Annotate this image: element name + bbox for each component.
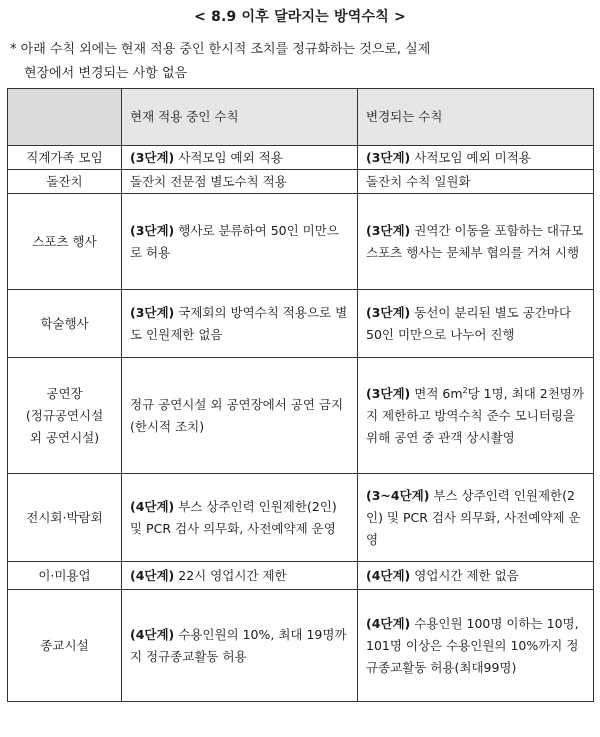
row-changed xyxy=(358,474,594,562)
rules-table xyxy=(7,88,594,702)
rule-text: 수용인원의 10%, 최대 19명까지 정규종교활동 허용 xyxy=(130,626,347,664)
stage-label: (3단계) xyxy=(366,222,411,238)
rule-text: 사적모임 예외 미적용 xyxy=(410,149,531,165)
note-line-2: 현장에서 변경되는 사항 없음 xyxy=(24,66,188,81)
header-changed: 변경되는 수칙 xyxy=(358,89,594,146)
stage-label: (3단계) xyxy=(366,304,411,320)
rule-text: 권역간 이동을 포함하는 대규모 스포츠 행사는 문체부 협의를 거쳐 시행 xyxy=(366,222,584,260)
row-current xyxy=(122,474,358,562)
rule-text: 사적모임 예외 적용 xyxy=(174,149,283,165)
row-category: 학술행사 xyxy=(8,290,122,358)
row-changed xyxy=(358,358,594,474)
category-line: 공연장 xyxy=(46,385,83,401)
row-current xyxy=(122,170,358,194)
row-category: 직계가족 모임 xyxy=(8,146,122,170)
table-row xyxy=(8,146,594,170)
table-header-row xyxy=(8,89,594,146)
row-current xyxy=(122,194,358,290)
stage-label: (3단계) xyxy=(130,304,175,320)
row-changed xyxy=(358,194,594,290)
stage-label: (4단계) xyxy=(366,615,411,631)
row-changed xyxy=(358,290,594,358)
rule-text: 영업시간 제한 없음 xyxy=(410,567,519,583)
rule-text: 수용인원 100명 이하는 10명, 101명 이상은 수용인원의 10%까지 정규종교활동 허용(최대99명) xyxy=(366,615,579,675)
rule-text: 돌잔치 전문점 별도수칙 적용 xyxy=(130,173,287,189)
table-row xyxy=(8,290,594,358)
stage-label: (3단계) xyxy=(130,222,175,238)
rule-text: 돌잔치 수칙 일원화 xyxy=(366,173,471,189)
row-current xyxy=(122,358,358,474)
rule-text: 동선이 분리된 별도 공간마다 50인 미만으로 나누어 진행 xyxy=(366,304,572,342)
table-row xyxy=(8,562,594,590)
stage-label: (3단계) xyxy=(130,149,175,165)
table-row xyxy=(8,474,594,562)
row-category xyxy=(8,358,122,474)
stage-label: (4단계) xyxy=(130,498,175,514)
note-text xyxy=(10,38,595,86)
header-current: 현재 적용 중인 수칙 xyxy=(122,89,358,146)
row-changed xyxy=(358,170,594,194)
stage-label: (3단계) xyxy=(366,149,411,165)
row-category: 스포츠 행사 xyxy=(8,194,122,290)
stage-label: (3단계) xyxy=(366,385,411,401)
rule-text: 정규 공연시설 외 공연장에서 공연 금지(한시적 조치) xyxy=(130,396,344,434)
stage-label: (4단계) xyxy=(130,567,175,583)
rule-text: 부스 상주인력 인원제한(2인) 및 PCR 검사 의무화, 사전예약제 운영 xyxy=(366,487,581,547)
rule-text: 국제회의 방역수칙 적용으로 별도 인원제한 없음 xyxy=(130,304,348,342)
rule-text: 부스 상주인력 인원제한(2인) 및 PCR 검사 의무화, 사전예약제 운영 xyxy=(130,498,337,536)
row-category: 돌잔치 xyxy=(8,170,122,194)
category-line: 외 공연시설) xyxy=(29,429,100,445)
table-row xyxy=(8,170,594,194)
note-line-1: * 아래 수칙 외에는 현재 적용 중인 한시적 조치를 정규화하는 것으로, 실제 xyxy=(10,42,431,57)
rule-text: 당 1명, 최대 2천명까지 제한하고 방역수칙 준수 모니터링을 위해 공연 중 관객 상시촬영 xyxy=(366,385,584,445)
rule-text: 22시 영업시간 제한 xyxy=(174,567,287,583)
superscript: 2 xyxy=(462,385,468,395)
row-current xyxy=(122,590,358,702)
row-changed xyxy=(358,590,594,702)
category-line: (정규공연시설 xyxy=(25,407,104,423)
row-category: 전시회·박람회 xyxy=(8,474,122,562)
row-category: 이·미용업 xyxy=(8,562,122,590)
stage-label: (3~4단계) xyxy=(366,487,430,503)
row-changed xyxy=(358,146,594,170)
table-row xyxy=(8,590,594,702)
page-title: < 8.9 이후 달라지는 방역수칙 > xyxy=(194,9,406,25)
row-changed xyxy=(358,562,594,590)
row-current xyxy=(122,290,358,358)
row-current xyxy=(122,146,358,170)
rule-text: 행사로 분류하여 50인 미만으로 허용 xyxy=(130,222,339,260)
table-row xyxy=(8,194,594,290)
row-current xyxy=(122,562,358,590)
rule-text: 면적 6m xyxy=(410,385,463,401)
table-row xyxy=(8,358,594,474)
header-category xyxy=(8,89,122,146)
stage-label: (4단계) xyxy=(366,567,411,583)
row-category: 종교시설 xyxy=(8,590,122,702)
stage-label: (4단계) xyxy=(130,626,175,642)
